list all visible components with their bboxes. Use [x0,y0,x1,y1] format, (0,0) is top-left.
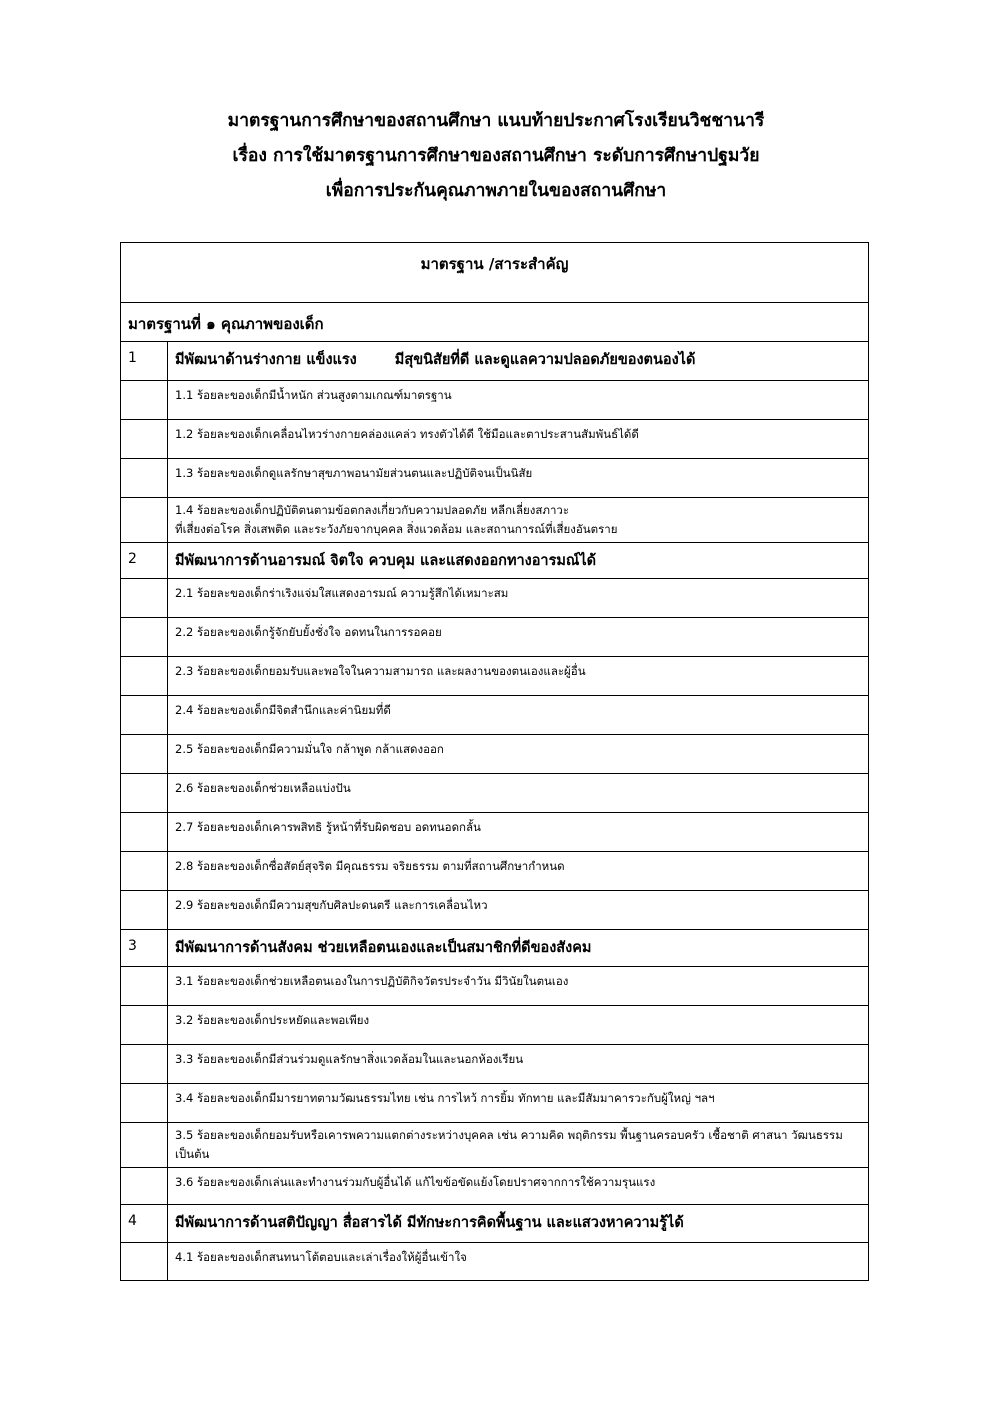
sub-indicator: 2.4 ร้อยละของเด็กมีจิตสำนึกและค่านิยมที่ดี [168,696,869,735]
sub-indicator: 3.1 ร้อยละของเด็กช่วยเหลือตนเองในการปฏิบัติกิจวัตรประจำวัน มีวินัยในตนเอง [168,967,869,1006]
table-row [121,1123,869,1168]
table-row [121,420,869,459]
table-row [121,1045,869,1084]
sub-indicator: 2.6 ร้อยละของเด็กช่วยเหลือแบ่งปัน [168,774,869,813]
table-row [121,459,869,498]
sub-indicator: 2.3 ร้อยละของเด็กยอมรับและพอใจในความสามารถ และผลงานของตนเองและผู้อื่น [168,657,869,696]
table-row [121,1084,869,1123]
table-row [121,735,869,774]
sub-indicator: 2.8 ร้อยละของเด็กซื่อสัตย์สุจริต มีคุณธรรม จริยธรรม ตามที่สถานศึกษากำหนด [168,852,869,891]
indicator-title: มีพัฒนาการด้านอารมณ์ จิตใจ ควบคุม และแสดงออกทางอารมณ์ได้ [168,543,869,579]
sub-indicator: 3.4 ร้อยละของเด็กมีมารยาทตามวัฒนธรรมไทย เช่น การไหว้ การยิ้ม ทักทาย และมีสัมมาคารวะกับผู้ใหญ่ ฯลฯ [168,1084,869,1123]
title-line-3: เพื่อการประกันคุณภาพภายในของสถานศึกษา [325,181,667,201]
table-row [121,891,869,930]
indicator-title [168,342,869,381]
title-line-2: เรื่อง การใช้มาตรฐานการศึกษาของสถานศึกษา ระดับการศึกษาปฐมวัย [232,146,760,166]
sub-indicator: 2.5 ร้อยละของเด็กมีความมั่นใจ กล้าพูด กล้าแสดงออก [168,735,869,774]
table-header: มาตรฐาน /สาระสำคัญ [121,243,869,303]
table-row [121,852,869,891]
sub-indicator: 1.1 ร้อยละของเด็กมีน้ำหนัก ส่วนสูงตามเกณฑ์มาตรฐาน [168,381,869,420]
sub-indicator: 1.3 ร้อยละของเด็กดูแลรักษาสุขภาพอนามัยส่วนตนและปฏิบัติจนเป็นนิสัย [168,459,869,498]
indicator-title: มีพัฒนาการด้านสังคม ช่วยเหลือตนเองและเป็นสมาชิกที่ดีของสังคม [168,930,869,967]
table-row [121,498,869,543]
indicator-number: 3 [121,930,168,967]
indicator-title-part-a: มีพัฒนาด้านร่างกาย แข็งแรง [175,352,357,368]
table-row [121,1168,869,1205]
standard-row [121,303,869,342]
table-row [121,1243,869,1281]
sub-indicator: 3.3 ร้อยละของเด็กมีส่วนร่วมดูแลรักษาสิ่งแวดล้อมในและนอกห้องเรียน [168,1045,869,1084]
sub-indicator: 2.2 ร้อยละของเด็กรู้จักยับยั้งชั่งใจ อดทนในการรอคอย [168,618,869,657]
table-row [121,813,869,852]
standard-1-heading: มาตรฐานที่ ๑ คุณภาพของเด็ก [121,303,869,342]
indicator-row [121,1205,869,1243]
indicator-row [121,930,869,967]
table-row [121,381,869,420]
table-row [121,618,869,657]
indicator-row [121,342,869,381]
sub-indicator: 2.9 ร้อยละของเด็กมีความสุขกับศิลปะดนตรี และการเคลื่อนไหว [168,891,869,930]
table-row [121,774,869,813]
sub-indicator [168,498,869,543]
indicator-number: 2 [121,543,168,579]
table-row [121,657,869,696]
table-row [121,1006,869,1045]
indicator-number: 1 [121,342,168,381]
table-row [121,579,869,618]
table-row [121,696,869,735]
sub-indicator-line: 1.4 ร้อยละของเด็กปฏิบัติตนตามข้อตกลงเกี่ยวกับความปลอดภัย หลีกเลี่ยงสภาวะ [175,503,570,517]
document-title [0,104,992,209]
standards-table [120,242,869,1281]
indicator-title: มีพัฒนาการด้านสติปัญญา สื่อสารได้ มีทักษะการคิดพื้นฐาน และแสวงหาความรู้ได้ [168,1205,869,1243]
sub-indicator: 4.1 ร้อยละของเด็กสนทนาโต้ตอบและเล่าเรื่องให้ผู้อื่นเข้าใจ [168,1243,869,1281]
indicator-title-part-b: มีสุขนิสัยที่ดี และดูแลความปลอดภัยของตนองได้ [394,352,696,368]
sub-indicator-line: ที่เสี่ยงต่อโรค สิ่งเสพติด และระวังภัยจากบุคคล สิ่งแวดล้อม และสถานการณ์ที่เสี่ยงอันตราย [175,522,618,536]
title-line-1: มาตรฐานการศึกษาของสถานศึกษา แนบท้ายประกาศโรงเรียนวิชชานารี [227,111,765,131]
sub-indicator: 1.2 ร้อยละของเด็กเคลื่อนไหวร่างกายคล่องแคล่ว ทรงตัวได้ดี ใช้มือและตาประสานสัมพันธ์ได้ดี [168,420,869,459]
sub-indicator: 3.6 ร้อยละของเด็กเล่นและทำงานร่วมกับผู้อื่นได้ แก้ไขข้อขัดแย้งโดยปราศจากการใช้ความรุนแรง [168,1168,869,1205]
sub-indicator: 2.1 ร้อยละของเด็กร่าเริงแจ่มใสแสดงอารมณ์ ความรู้สึกได้เหมาะสม [168,579,869,618]
sub-indicator: 3.5 ร้อยละของเด็กยอมรับหรือเคารพความแตกต่างระหว่างบุคคล เช่น ความคิด พฤติกรรม พื้นฐานครอบครัว เชื้อชาติ ศาสนา วัฒนธรรม เป็นต้น [168,1123,869,1168]
sub-indicator: 3.2 ร้อยละของเด็กประหยัดและพอเพียง [168,1006,869,1045]
sub-indicator: 2.7 ร้อยละของเด็กเคารพสิทธิ รู้หน้าที่รับผิดชอบ อดทนอดกลั้น [168,813,869,852]
indicator-number: 4 [121,1205,168,1243]
table-row [121,967,869,1006]
table-header-row [121,243,869,303]
indicator-row [121,543,869,579]
